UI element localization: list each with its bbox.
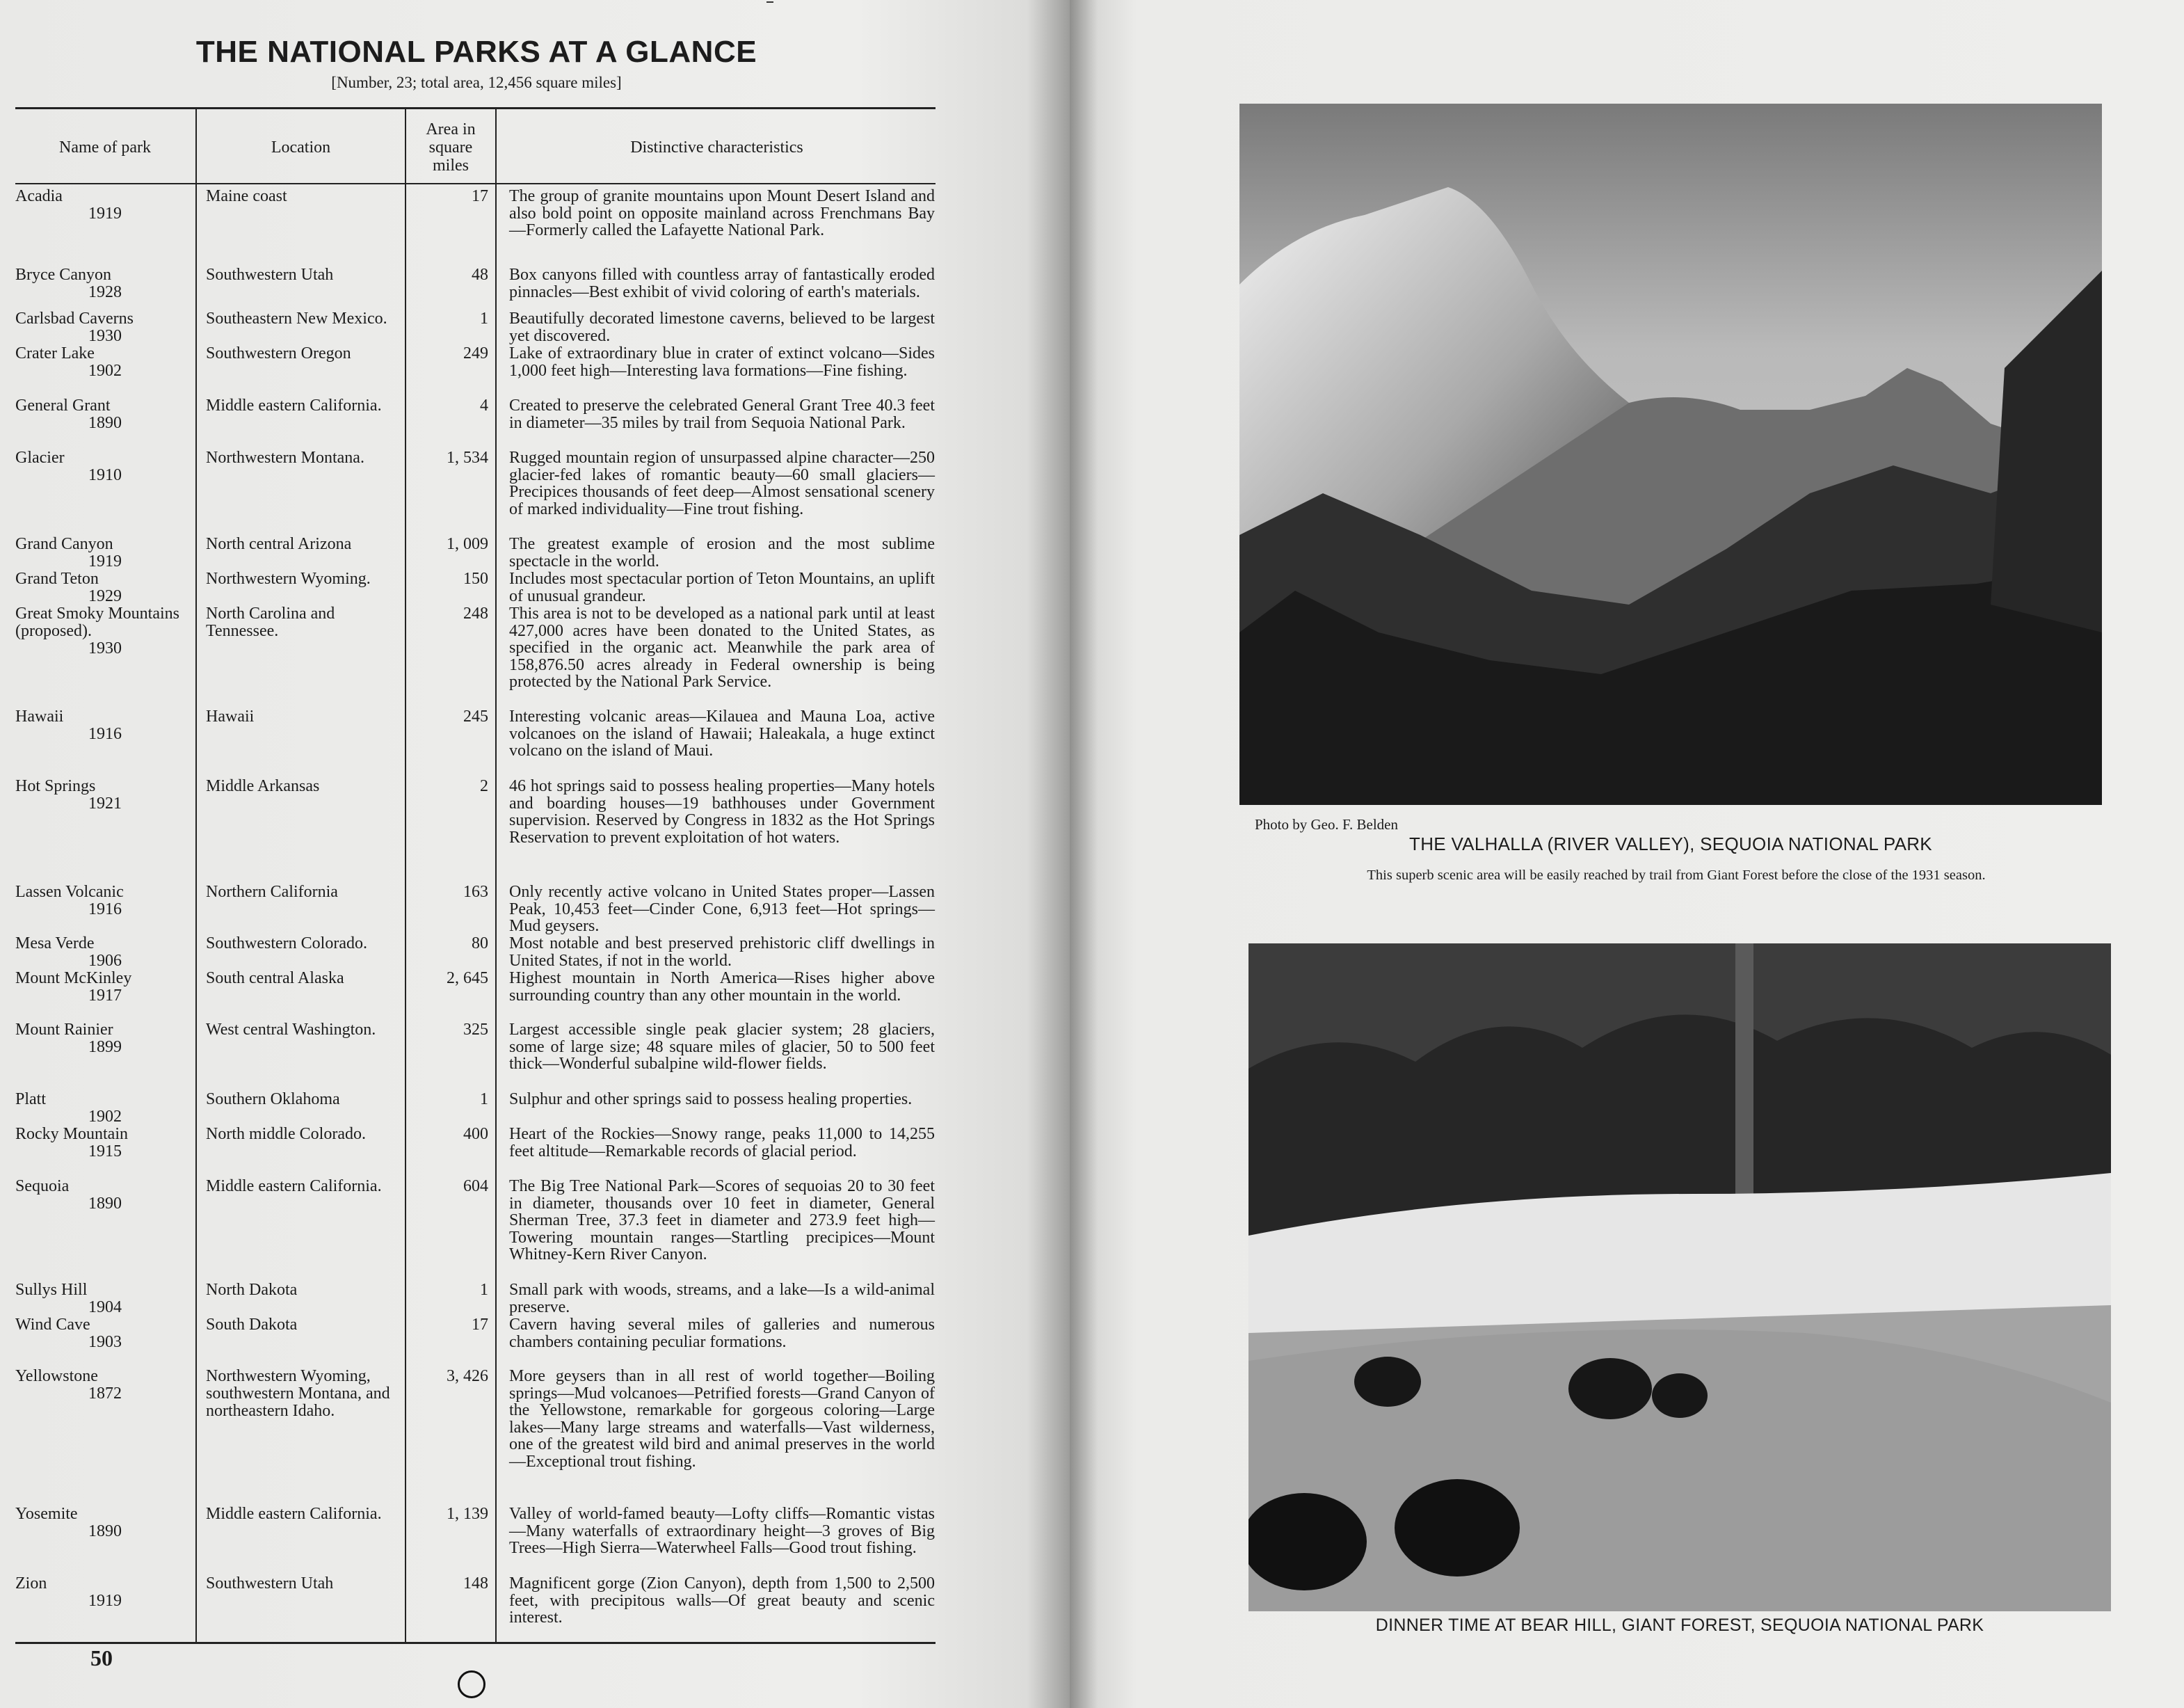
park-name: General Grant <box>15 397 111 415</box>
table-top-rule <box>15 107 936 109</box>
left-page <box>0 0 1070 1708</box>
park-name-cell <box>15 188 195 223</box>
park-characteristics: Cavern having several miles of galleries and numerous chambers containing peculiar formations. <box>509 1316 935 1351</box>
park-area: 1, 139 <box>447 1505 488 1523</box>
park-year: 1930 <box>88 327 122 345</box>
park-location: North Carolina and Tennessee. <box>206 605 335 640</box>
park-area: 1, 534 <box>447 449 488 467</box>
park-year: 1921 <box>88 795 122 813</box>
park-year: 1890 <box>88 1195 122 1213</box>
page-number: 50 <box>90 1645 113 1670</box>
park-characteristics: Box canyons filled with countless array of fantastically eroded pinnacles—Best exhibit of vivid coloring of earth's materials. <box>509 266 935 301</box>
park-name-cell <box>15 1575 195 1610</box>
park-location: Northern California <box>206 883 338 901</box>
park-year: 1904 <box>88 1298 122 1316</box>
park-area: 17 <box>472 1316 488 1334</box>
park-characteristics: Valley of world-famed beauty—Lofty cliffs—Romantic vistas—Many waterfalls of extraordinary height—3 groves of Big Trees—High Sierra—Waterwheel Falls—Good trout fishing. <box>509 1505 935 1558</box>
park-location: Southwestern Oregon <box>206 344 351 362</box>
park-location: Southwestern Utah <box>206 1574 334 1593</box>
park-area: 2, 645 <box>447 969 488 987</box>
park-characteristics: Largest accessible single peak glacier system; 28 glaciers, some of large size; 48 square miles of glacier, 50 to 500 feet thick—Wonderful subalpine wild-flower fields. <box>509 1021 935 1074</box>
park-location: Middle eastern California. <box>206 1177 382 1195</box>
park-characteristics: Created to preserve the celebrated General Grant Tree 40.3 feet in diameter—35 miles by trail from Sequoia National Park. <box>509 397 935 432</box>
valhalla-caption: THE VALHALLA (RIVER VALLEY), SEQUOIA NATIONAL PARK <box>1409 833 1932 854</box>
park-name-cell <box>15 1316 195 1351</box>
park-area: 2 <box>480 777 488 795</box>
park-location: Middle eastern California. <box>206 397 382 415</box>
park-name: Yosemite <box>15 1505 78 1523</box>
park-name: Hawaii <box>15 708 64 726</box>
park-name: Mesa Verde <box>15 934 95 952</box>
park-characteristics: Beautifully decorated limestone caverns, believed to be largest yet discovered. <box>509 310 935 345</box>
park-location: Southern Oklahoma <box>206 1090 340 1108</box>
park-name-cell <box>15 1178 195 1213</box>
column-divider <box>405 108 406 1643</box>
park-name: Glacier <box>15 449 65 467</box>
park-year: 1929 <box>88 587 122 605</box>
park-characteristics: Small park with woods, streams, and a lake—Is a wild-animal preserve. <box>509 1281 935 1316</box>
park-location: Northwestern Wyoming, southwestern Montana, and northeastern Idaho. <box>206 1367 390 1420</box>
park-area: 604 <box>463 1177 488 1195</box>
park-area: 1, 009 <box>447 535 488 553</box>
park-location: North central Arizona <box>206 535 352 553</box>
park-characteristics: Magnificent gorge (Zion Canyon), depth from 1,500 to 2,500 feet, with precipitous walls—Of great beauty and scenic interest. <box>509 1574 935 1627</box>
park-name: Grand Canyon <box>15 535 113 553</box>
park-characteristics: Highest mountain in North America—Rises higher above surrounding country than any other mountain in the world. <box>509 969 935 1005</box>
park-location: Northwestern Wyoming. <box>206 570 371 588</box>
park-characteristics: Sulphur and other springs said to possess healing properties. <box>509 1090 913 1108</box>
park-characteristics: The greatest example of erosion and the most sublime spectacle in the world. <box>509 535 935 570</box>
park-location: Middle eastern California. <box>206 1505 382 1523</box>
page-subtitle: [Number, 23; total area, 12,456 square miles] <box>331 74 622 91</box>
bear-hill-caption: DINNER TIME AT BEAR HILL, GIANT FOREST, SEQUOIA NATIONAL PARK <box>1375 1615 1984 1635</box>
park-name-cell <box>15 778 195 813</box>
park-name-cell <box>15 536 195 570</box>
top-mark <box>762 0 776 4</box>
park-year: 1902 <box>88 362 122 380</box>
park-area: 163 <box>463 883 488 901</box>
park-area: 17 <box>472 187 488 205</box>
park-area: 4 <box>480 397 488 415</box>
park-characteristics: Interesting volcanic areas—Kilauea and Mauna Loa, active volcanoes on the island of Hawaii; Haleakala, a huge extinct volcano on the island of Maui. <box>509 708 935 760</box>
header-area: Area in square miles <box>426 120 476 175</box>
park-year: 1916 <box>88 725 122 743</box>
park-name: Rocky Mountain <box>15 1125 128 1143</box>
park-name-cell <box>15 310 195 345</box>
page-title: THE NATIONAL PARKS AT A GLANCE <box>195 35 757 69</box>
park-year: 1902 <box>88 1108 122 1126</box>
park-characteristics: Heart of the Rockies—Snowy range, peaks 11,000 to 14,255 feet altitude—Remarkable records of glacial period. <box>509 1125 935 1160</box>
park-name: Zion <box>15 1574 47 1593</box>
park-location: Middle Arkansas <box>206 777 320 795</box>
park-name-cell <box>15 266 195 301</box>
table-bottom-rule <box>15 1642 936 1644</box>
park-name-cell <box>15 397 195 432</box>
park-year: 1910 <box>88 466 122 484</box>
park-area: 150 <box>463 570 488 588</box>
park-name: Lassen Volcanic <box>15 883 124 901</box>
park-location: Maine coast <box>206 187 287 205</box>
park-name: Grand Teton <box>15 570 99 588</box>
park-area: 1 <box>480 1281 488 1299</box>
park-location: Northwestern Montana. <box>206 449 364 467</box>
park-characteristics: The group of granite mountains upon Mount Desert Island and also bold point on opposite mainland across Frenchmans Bay—Formerly called the Lafayette National Park. <box>509 187 935 240</box>
park-characteristics: Rugged mountain region of unsurpassed alpine character—250 glacier-fed lakes of romantic beauty—60 small glaciers—Precipices thousands of feet deep—Almost sensational scenery of marked individuality—Fine trout fishing. <box>509 449 935 518</box>
park-name: Great Smoky Mountains (proposed). <box>15 605 184 640</box>
park-name: Platt <box>15 1090 47 1108</box>
park-year: 1899 <box>88 1038 122 1056</box>
park-name: Sullys Hill <box>15 1281 88 1299</box>
park-year: 1890 <box>88 414 122 432</box>
valhalla-photo <box>1239 104 2102 805</box>
park-location: Southwestern Colorado. <box>206 934 367 952</box>
park-year: 1919 <box>88 205 122 223</box>
park-area: 148 <box>463 1574 488 1593</box>
park-name: Carlsbad Caverns <box>15 310 134 328</box>
park-name-cell <box>15 708 195 743</box>
park-name: Sequoia <box>15 1177 70 1195</box>
park-name-cell <box>15 1091 195 1126</box>
park-area: 400 <box>463 1125 488 1143</box>
park-name-cell <box>15 935 195 970</box>
park-year: 1919 <box>88 1592 122 1610</box>
park-characteristics: Most notable and best preserved prehistoric cliff dwellings in United States, if not in the world. <box>509 934 935 970</box>
park-area: 3, 426 <box>447 1367 488 1385</box>
park-name-cell <box>15 1368 195 1403</box>
park-year: 1928 <box>88 283 122 301</box>
header-characteristics: Distinctive characteristics <box>630 138 803 157</box>
header-name: Name of park <box>59 138 151 157</box>
circle-mark <box>458 1670 485 1698</box>
park-name-cell <box>15 605 195 657</box>
park-location: South central Alaska <box>206 969 344 987</box>
bear-hill-photo <box>1248 943 2111 1611</box>
park-area: 248 <box>463 605 488 623</box>
park-name-cell <box>15 449 195 484</box>
park-name: Hot Springs <box>15 777 96 795</box>
park-characteristics: Includes most spectacular portion of Teton Mountains, an uplift of unusual grandeur. <box>509 570 935 605</box>
park-year: 1917 <box>88 987 122 1005</box>
park-area: 48 <box>472 266 488 284</box>
park-name: Bryce Canyon <box>15 266 111 284</box>
park-area: 1 <box>480 310 488 328</box>
park-name: Mount McKinley <box>15 969 132 987</box>
park-area: 249 <box>463 344 488 362</box>
header-location: Location <box>271 138 331 157</box>
park-year: 1890 <box>88 1522 122 1540</box>
park-location: Southwestern Utah <box>206 266 334 284</box>
photo-credit: Photo by Geo. F. Belden <box>1255 816 1398 833</box>
park-name: Wind Cave <box>15 1316 90 1334</box>
park-year: 1906 <box>88 952 122 970</box>
park-characteristics: Lake of extraordinary blue in crater of extinct volcano—Sides 1,000 feet high—Interesting lava formations—Fine fishing. <box>509 344 935 380</box>
park-name-cell <box>15 884 195 918</box>
park-name-cell <box>15 970 195 1005</box>
column-divider <box>495 108 497 1643</box>
park-year: 1903 <box>88 1333 122 1351</box>
park-name: Yellowstone <box>15 1367 98 1385</box>
park-location: Southeastern New Mexico. <box>206 310 387 328</box>
park-characteristics: This area is not to be developed as a national park until at least 427,000 acres have been donated to the United States, as specified in the organic act. Meanwhile the park area of 158,876.50 acres already in Federal ownership is being protected by the National Park Service. <box>509 605 935 692</box>
park-location: West central Washington. <box>206 1021 376 1039</box>
park-year: 1919 <box>88 552 122 570</box>
park-name-cell <box>15 1282 195 1316</box>
park-name: Mount Rainier <box>15 1021 113 1039</box>
park-characteristics: 46 hot springs said to possess healing properties—Many hotels and boarding houses—19 bathhouses under Government supervision. Reserved by Congress in 1832 as the Hot Springs Reservation to prevent exploitation of hot waters. <box>509 777 935 847</box>
park-name-cell <box>15 570 195 605</box>
table-header-rule <box>15 183 936 184</box>
park-name-cell <box>15 1126 195 1160</box>
park-area: 80 <box>472 934 488 952</box>
park-name: Crater Lake <box>15 344 95 362</box>
park-name-cell <box>15 1506 195 1540</box>
park-characteristics: The Big Tree National Park—Scores of sequoias 20 to 30 feet in diameter, thousands over 10 feet in diameter, General Sherman Tree, 37.3 feet in diameter and 273.9 feet high—Towering mountain ranges—Startling precipices—Mount Whitney-Kern River Canyon. <box>509 1177 935 1264</box>
park-area: 325 <box>463 1021 488 1039</box>
park-characteristics: Only recently active volcano in United States proper—Lassen Peak, 10,453 feet—Cinder Cone, 6,913 feet—Hot springs—Mud geysers. <box>509 883 935 936</box>
park-name: Acadia <box>15 187 63 205</box>
park-location: North middle Colorado. <box>206 1125 366 1143</box>
park-location: South Dakota <box>206 1316 298 1334</box>
park-year: 1872 <box>88 1384 122 1403</box>
park-name-cell <box>15 345 195 380</box>
column-divider <box>195 108 197 1643</box>
park-name-cell <box>15 1021 195 1056</box>
park-characteristics: More geysers than in all rest of world together—Boiling springs—Mud volcanoes—Petrified forests—Grand Canyon of the Yellowstone, remarkable for gorgeous coloring—Large lakes—Many large streams and waterfalls—Vast wilderness, one of the greatest wild bird and animal preserves in the world—Exceptional trout fishing. <box>509 1367 935 1471</box>
park-area: 245 <box>463 708 488 726</box>
park-area: 1 <box>480 1090 488 1108</box>
park-year: 1915 <box>88 1142 122 1160</box>
park-year: 1916 <box>88 900 122 918</box>
park-location: Hawaii <box>206 708 255 726</box>
park-location: North Dakota <box>206 1281 298 1299</box>
valhalla-subcaption: This superb scenic area will be easily reached by trail from Giant Forest before the close of the 1931 season. <box>1367 868 1986 883</box>
park-year: 1930 <box>88 639 122 657</box>
